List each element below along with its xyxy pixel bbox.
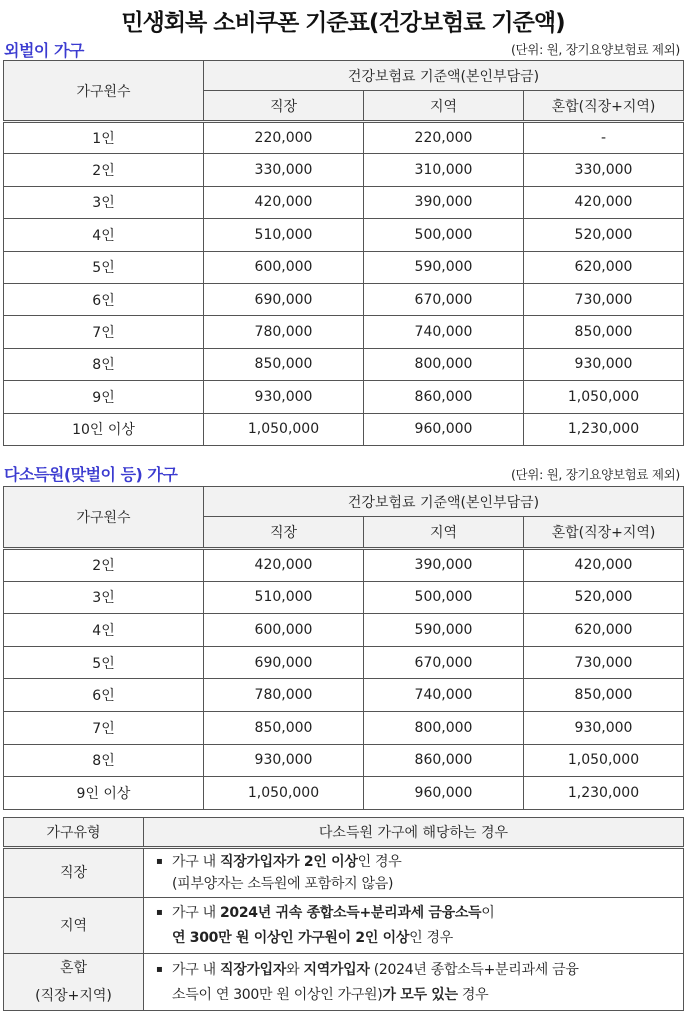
mixed-value-cell: 850,000	[524, 679, 684, 712]
criteria-employee: ▪ 가구 내 직장가입자가 2인 이상인 경우 (피부양자는 소득원에 포함하지 않음)	[144, 848, 684, 898]
mixed-value-cell: 520,000	[524, 219, 684, 251]
criteria-description-header: 다소득원 가구에 해당하는 경우	[144, 818, 684, 848]
criteria-mixed: ▪ 가구 내 직장가입자와 지역가입자 (2024년 종합소득+분리과세 금융 소득이 연 300만 원 이상인 가구원)가 모두 있는 경우	[144, 954, 684, 1011]
regional-value-cell: 220,000	[364, 122, 524, 154]
type-mixed: 혼합 (직장+지역)	[4, 954, 144, 1011]
table-row	[4, 186, 684, 218]
employee-value-cell: 600,000	[204, 614, 364, 647]
mixed-value-cell: 420,000	[524, 549, 684, 582]
household-size-cell: 6인	[4, 679, 204, 712]
mixed-value-cell: 930,000	[524, 711, 684, 744]
table-row	[4, 251, 684, 283]
employee-value-cell: 600,000	[204, 251, 364, 283]
household-size-cell: 8인	[4, 348, 204, 380]
household-size-cell: 1인	[4, 122, 204, 154]
table-row	[4, 154, 684, 186]
household-size-cell: 6인	[4, 283, 204, 315]
employee-value-cell: 420,000	[204, 549, 364, 582]
household-size-cell: 10인 이상	[4, 413, 204, 445]
single-income-table	[3, 60, 684, 446]
table-row	[4, 614, 684, 647]
table-row	[4, 316, 684, 348]
employee-value-cell: 780,000	[204, 316, 364, 348]
employee-value-cell: 510,000	[204, 219, 364, 251]
premium-group-header: 건강보험료 기준액(본인부담금)	[204, 487, 684, 517]
regional-value-cell: 860,000	[364, 744, 524, 777]
employee-value-cell: 330,000	[204, 154, 364, 186]
page-title: 민생회복 소비쿠폰 기준표(건강보험료 기준액)	[121, 10, 565, 36]
mixed-value-cell: 420,000	[524, 186, 684, 218]
table-row	[4, 348, 684, 380]
mixed-value-cell: 1,050,000	[524, 744, 684, 777]
mixed-header: 혼합(직장+지역)	[524, 517, 684, 549]
mixed-value-cell: 1,230,000	[524, 413, 684, 445]
table-row	[4, 581, 684, 614]
single-income-section-title: 외벌이 가구	[4, 41, 84, 60]
multi-income-table	[3, 486, 684, 810]
employee-value-cell: 930,000	[204, 744, 364, 777]
criteria-regional: ▪ 가구 내 2024년 귀속 종합소득+분리과세 금융소득이 연 300만 원 이상인 가구원이 2인 이상인 경우	[144, 898, 684, 954]
table-row	[4, 219, 684, 251]
regional-value-cell: 670,000	[364, 646, 524, 679]
household-size-cell: 4인	[4, 614, 204, 647]
employee-value-cell: 220,000	[204, 122, 364, 154]
mixed-value-cell: -	[524, 122, 684, 154]
table-row	[4, 381, 684, 413]
regional-value-cell: 740,000	[364, 679, 524, 712]
regional-value-cell: 390,000	[364, 549, 524, 582]
table-row	[4, 413, 684, 445]
mixed-value-cell: 520,000	[524, 581, 684, 614]
multi-income-section-title: 다소득원(맞벌이 등) 가구	[4, 465, 178, 484]
table-row	[4, 549, 684, 582]
single-unit-note: (단위: 원, 장기요양보험료 제외)	[510, 42, 680, 57]
mixed-value-cell: 930,000	[524, 348, 684, 380]
multi-income-criteria-table	[3, 817, 684, 1011]
type-employee: 직장	[4, 848, 144, 898]
bullet-icon: ▪	[156, 856, 163, 867]
household-size-cell: 3인	[4, 581, 204, 614]
regional-header: 지역	[364, 91, 524, 122]
household-size-cell: 8인	[4, 744, 204, 777]
household-size-cell: 7인	[4, 316, 204, 348]
regional-value-cell: 800,000	[364, 348, 524, 380]
regional-value-cell: 590,000	[364, 614, 524, 647]
bullet-icon: ▪	[156, 907, 163, 918]
household-size-cell: 7인	[4, 711, 204, 744]
regional-value-cell: 740,000	[364, 316, 524, 348]
household-size-header: 가구원수	[4, 487, 204, 549]
regional-value-cell: 800,000	[364, 711, 524, 744]
regional-value-cell: 960,000	[364, 777, 524, 810]
bullet-icon: ▪	[156, 963, 163, 975]
mixed-value-cell: 1,050,000	[524, 381, 684, 413]
mixed-value-cell: 620,000	[524, 614, 684, 647]
household-size-header: 가구원수	[4, 61, 204, 122]
household-size-cell: 5인	[4, 646, 204, 679]
employee-value-cell: 690,000	[204, 283, 364, 315]
employee-value-cell: 510,000	[204, 581, 364, 614]
employee-value-cell: 930,000	[204, 381, 364, 413]
employee-value-cell: 1,050,000	[204, 413, 364, 445]
table-row	[4, 744, 684, 777]
table-row	[4, 283, 684, 315]
regional-value-cell: 590,000	[364, 251, 524, 283]
household-size-cell: 9인 이상	[4, 777, 204, 810]
regional-value-cell: 860,000	[364, 381, 524, 413]
employee-header: 직장	[204, 517, 364, 549]
employee-value-cell: 780,000	[204, 679, 364, 712]
mixed-value-cell: 330,000	[524, 154, 684, 186]
employee-value-cell: 850,000	[204, 711, 364, 744]
household-size-cell: 4인	[4, 219, 204, 251]
table-row	[4, 122, 684, 154]
mixed-value-cell: 730,000	[524, 646, 684, 679]
mixed-value-cell: 850,000	[524, 316, 684, 348]
household-size-cell: 9인	[4, 381, 204, 413]
multi-unit-note: (단위: 원, 장기요양보험료 제외)	[510, 467, 680, 482]
regional-value-cell: 960,000	[364, 413, 524, 445]
regional-value-cell: 670,000	[364, 283, 524, 315]
employee-value-cell: 1,050,000	[204, 777, 364, 810]
household-size-cell: 5인	[4, 251, 204, 283]
household-size-cell: 2인	[4, 549, 204, 582]
table-row	[4, 777, 684, 810]
table-row	[4, 679, 684, 712]
household-size-cell: 2인	[4, 154, 204, 186]
regional-value-cell: 310,000	[364, 154, 524, 186]
table-row	[4, 711, 684, 744]
mixed-value-cell: 620,000	[524, 251, 684, 283]
regional-header: 지역	[364, 517, 524, 549]
mixed-value-cell: 730,000	[524, 283, 684, 315]
regional-value-cell: 500,000	[364, 219, 524, 251]
employee-value-cell: 850,000	[204, 348, 364, 380]
employee-header: 직장	[204, 91, 364, 122]
regional-value-cell: 390,000	[364, 186, 524, 218]
employee-value-cell: 690,000	[204, 646, 364, 679]
mixed-value-cell: 1,230,000	[524, 777, 684, 810]
table-row	[4, 646, 684, 679]
employee-value-cell: 420,000	[204, 186, 364, 218]
premium-group-header: 건강보험료 기준액(본인부담금)	[204, 61, 684, 91]
household-size-cell: 3인	[4, 186, 204, 218]
household-type-header: 가구유형	[4, 818, 144, 848]
regional-value-cell: 500,000	[364, 581, 524, 614]
type-regional: 지역	[4, 898, 144, 954]
mixed-header: 혼합(직장+지역)	[524, 91, 684, 122]
